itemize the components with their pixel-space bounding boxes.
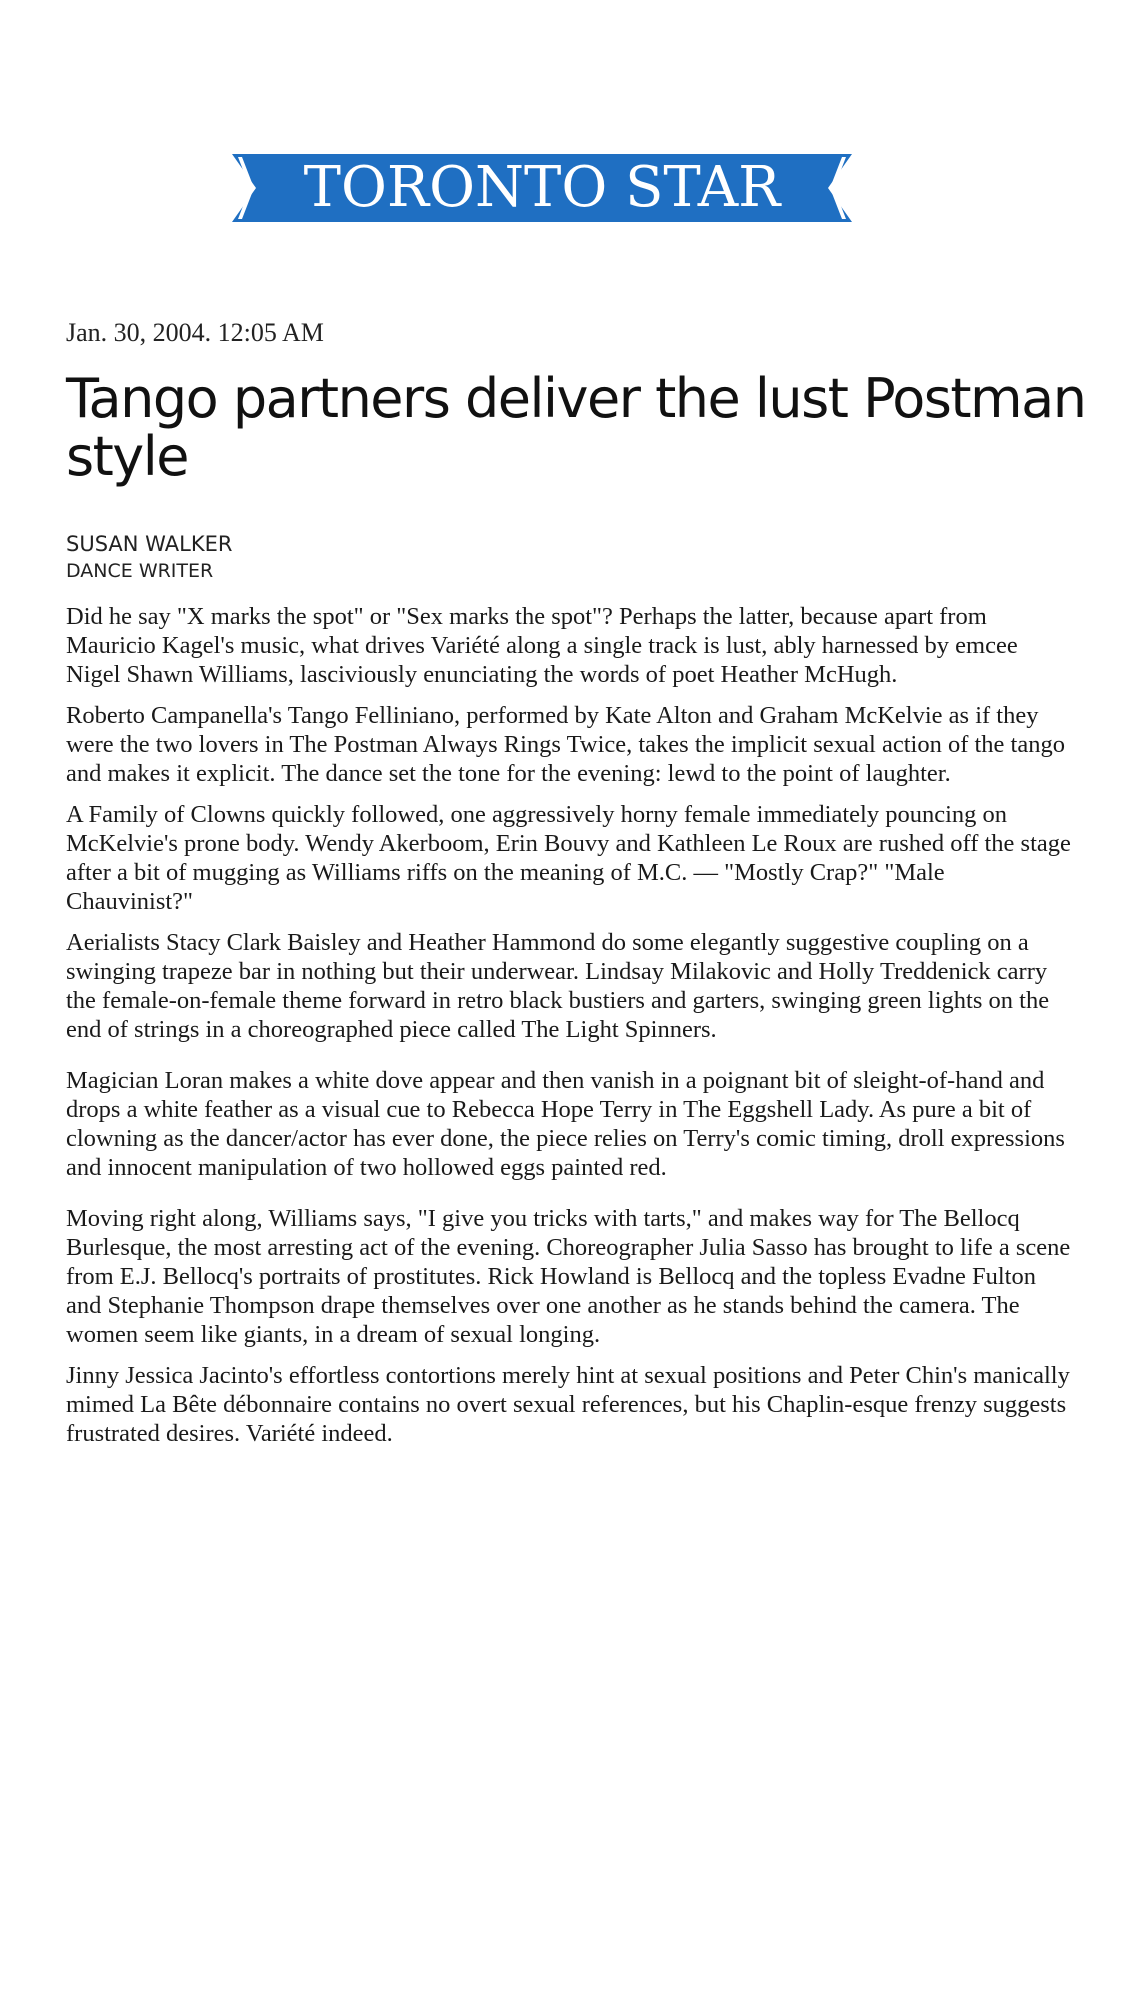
article-dateline: Jan. 30, 2004. 12:05 AM	[66, 318, 324, 347]
masthead-name: TORONTO STAR	[303, 155, 781, 220]
article-body	[66, 602, 1076, 1460]
masthead-logo	[232, 154, 852, 222]
byline-author: SUSAN WALKER	[66, 532, 233, 556]
byline-role: DANCE WRITER	[66, 560, 214, 582]
article-paragraph: Jinny Jessica Jacinto's effortless contortions merely hint at sexual positions and Peter Chin's manically mimed La Bête débonnaire contains no overt sexual references, but his Chaplin-esque frenzy suggests frustrated desires. Variété indeed.	[66, 1362, 1070, 1447]
article-paragraph: A Family of Clowns quickly followed, one aggressively horny female immediately pouncing on McKelvie's prone body. Wendy Akerboom, Erin Bouvy and Kathleen Le Roux are rushed off the stage after a bit of mugging as Williams riffs on the meaning of M.C. — "Mostly Crap?" "Male Chauvinist?"	[66, 801, 1071, 915]
article-paragraph: Did he say "X marks the spot" or "Sex marks the spot"? Perhaps the latter, because apart from Mauricio Kagel's music, what drives Variété along a single track is lust, ably harnessed by emcee Nigel Shawn Williams, lasciviously enunciating the words of poet Heather McHugh.	[66, 603, 1018, 688]
article-paragraph: Magician Loran makes a white dove appear and then vanish in a poignant bit of sleight-of-hand and drops a white feather as a visual cue to Rebecca Hope Terry in The Eggshell Lady. As pure a bit of clowning as the dancer/actor has ever done, the piece relies on Terry's comic timing, droll expressions and innocent manipulation of two hollowed eggs painted red.	[66, 1067, 1065, 1181]
byline	[66, 530, 232, 584]
article-paragraph: Aerialists Stacy Clark Baisley and Heather Hammond do some elegantly suggestive coupling on a swinging trapeze bar in nothing but their underwear. Lindsay Milakovic and Holly Treddenick carry the female-on-female theme forward in retro black bustiers and garters, swinging green lights on the end of strings in a choreographed piece called The Light Spinners.	[66, 929, 1050, 1043]
article-paragraph: Roberto Campanella's Tango Felliniano, performed by Kate Alton and Graham McKelvie as if they were the two lovers in The Postman Always Rings Twice, takes the implicit sexual action of the tango and makes it explicit. The dance set the tone for the evening: lewd to the point of laughter.	[66, 702, 1065, 787]
article-paragraph: Moving right along, Williams says, "I give you tricks with tarts," and makes way for The Bellocq Burlesque, the most arresting act of the evening. Choreographer Julia Sasso has brought to life a scene from E.J. Bellocq's portraits of prostitutes. Rick Howland is Bellocq and the topless Evadne Fulton and Stephanie Thompson drape themselves over one another as he stands behind the camera. The women seem like giants, in a dream of sexual longing.	[66, 1205, 1071, 1348]
article-headline: Tango partners deliver the lust Postman style	[66, 367, 1086, 488]
